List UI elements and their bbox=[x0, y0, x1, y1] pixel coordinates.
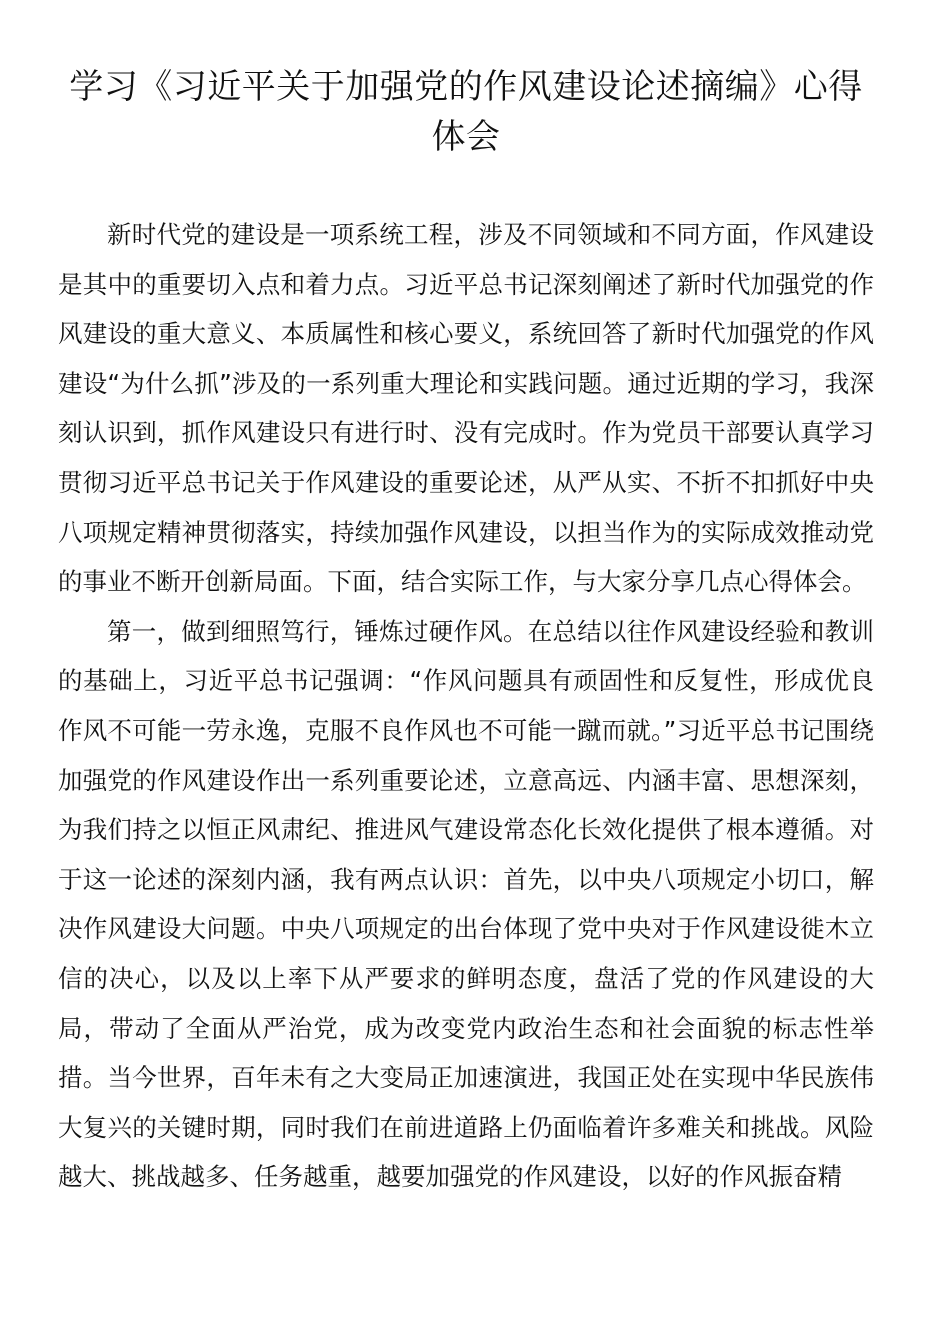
paragraph-intro: 新时代党的建设是一项系统工程，涉及不同领域和不同方面，作风建设是其中的重要切入点和着力点。习近平总书记深刻阐述了新时代加强党的作风建设的重大意义、本质属性和核心要义，系统回答了新时代加强党的作风建设“为什么抓”涉及的一系列重大理论和实践问题。通过近期的学习，我深刻认识到，抓作风建设只有进行时、没有完成时。作为党员干部要认真学习贯彻习近平总书记关于作风建设的重要论述，从严从实、不折不扣抓好中央八项规定精神贯彻落实，持续加强作风建设，以担当作为的实际成效推动党的事业不断开创新局面。下面，结合实际工作，与大家分享几点心得体会。 bbox=[58, 220, 874, 597]
paragraph-first-point: 第一，做到细照笃行，锤炼过硬作风。在总结以往作风建设经验和教训的基础上，习近平总书记强调：“作风问题具有顽固性和反复性，形成优良作风不可能一劳永逸，克服不良作风也不可能一蹴而就。”习近平总书记围绕加强党的作风建设作出一系列重要论述，立意高远、内涵丰富、思想深刻，为我们持之以恒正风肃纪、推进风气建设常态化长效化提供了根本遵循。对于这一论述的深刻内涵，我有两点认识：首先，以中央八项规定小切口，解决作风建设大问题。中央八项规定的出台体现了党中央对于作风建设徙木立信的决心，以及以上率下从严要求的鲜明态度，盘活了党的作风建设的大局，带动了全面从严治党，成为改变党内政治生态和社会面貌的标志性举措。当今世界，百年未有之大变局正加速演进，我国正处在实现中华民族伟大复兴的关键时期，同时我们在前进道路上仍面临着许多难关和挑战。风险越大、挑战越多、任务越重，越要加强党的作风建设，以好的作风振奋精 bbox=[58, 616, 874, 1192]
document-title: 学习《习近平关于加强党的作风建设论述摘编》心得体会 bbox=[69, 67, 863, 157]
document-body bbox=[58, 210, 874, 1202]
